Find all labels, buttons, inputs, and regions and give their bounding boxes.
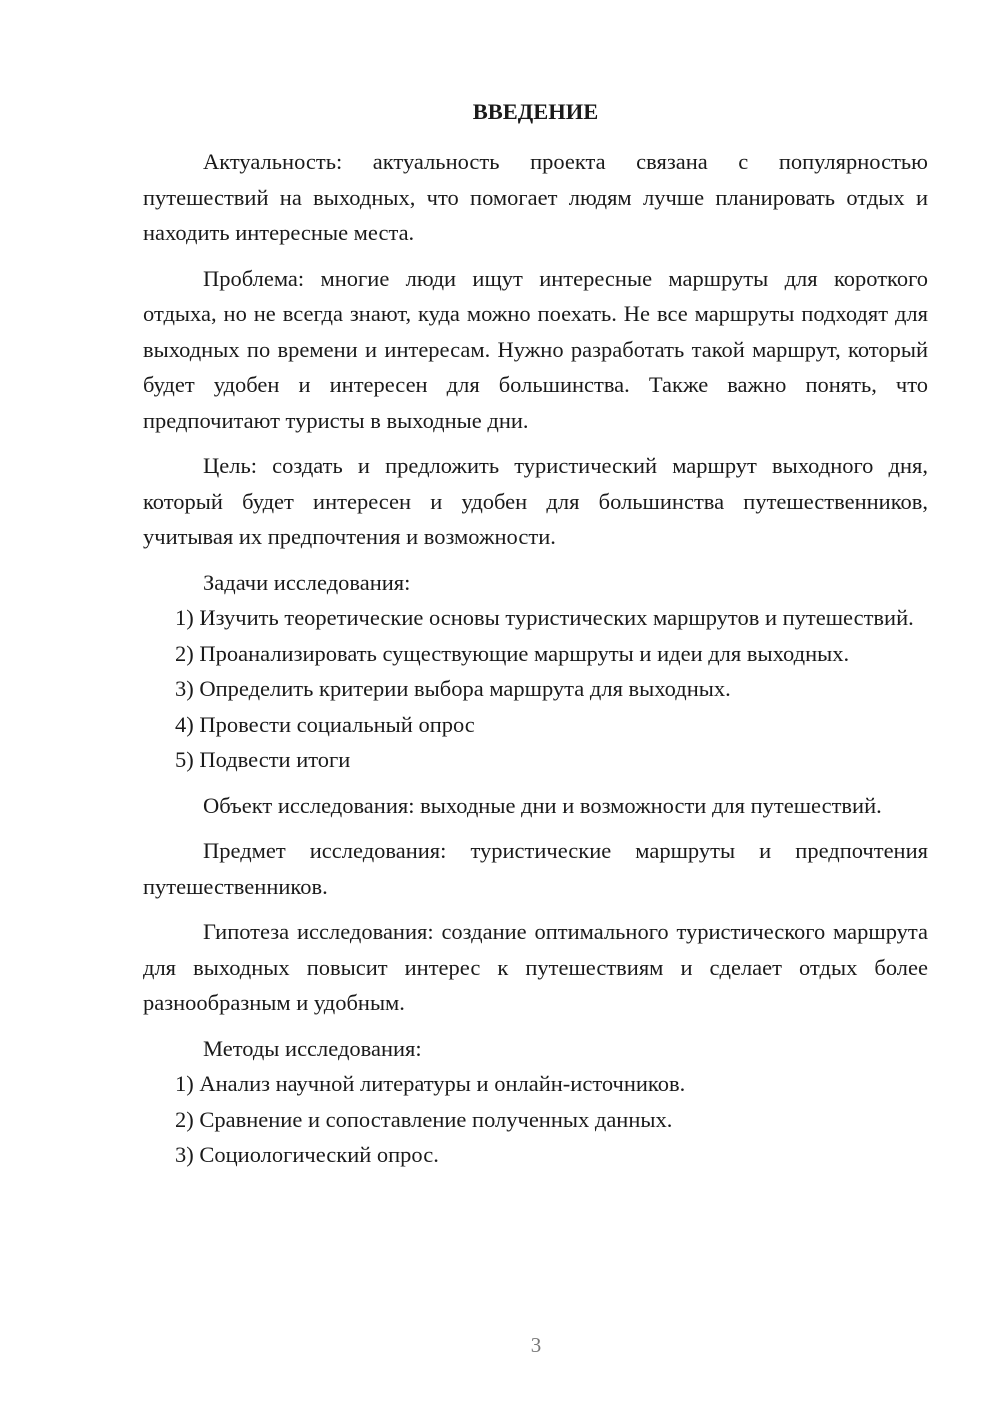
relevance-paragraph: Актуальность: актуальность проекта связана с популярностью путешествий на выходных, что помогает людям лучше планировать отдых и находить интересные места. [143, 149, 928, 245]
problem-paragraph: Проблема: многие люди ищут интересные маршруты для короткого отдыха, но не всегда знают, куда можно поехать. Не все маршруты подходят для выходных по времени и интересам. Нужно разработать такой маршрут, который будет удобен и интересен для большинства. Также важно понять, что предпочитают туристы в выходные дни. [143, 265, 928, 433]
method-item: 2) Сравнение и сопоставление полученных данных. [175, 1106, 673, 1132]
subject-paragraph: Предмет исследования: туристические маршруты и предпочтения путешественников. [143, 838, 928, 899]
object-paragraph: Объект исследования: выходные дни и возможности для путешествий. [203, 792, 882, 818]
task-item: 1) Изучить теоретические основы туристических маршрутов и путешествий. [175, 605, 914, 630]
methods-heading: Методы исследования: [203, 1035, 422, 1061]
goal-paragraph: Цель: создать и предложить туристический маршрут выходного дня, который будет интересен и удобен для большинства путешественников, учитывая их предпочтения и возможности. [143, 453, 928, 549]
page-number: 3 [530, 1333, 542, 1357]
task-item: 3) Определить критерии выбора маршрута для выходных. [175, 676, 731, 701]
task-item: 5) Подвести итоги [175, 747, 351, 772]
method-item: 3) Социологический опрос. [175, 1142, 439, 1167]
page-title: ВВЕДЕНИЕ [472, 99, 599, 124]
page-content [143, 94, 928, 1173]
task-item: 2) Проанализировать существующие маршруты и идеи для выходных. [175, 640, 850, 666]
task-item: 4) Провести социальный опрос [175, 711, 475, 737]
method-item: 1) Анализ научной литературы и онлайн-источников. [175, 1071, 686, 1096]
hypothesis-paragraph: Гипотеза исследования: создание оптимального туристического маршрута для выходных повысит интерес к путешествиям и сделает отдых более разнообразным и удобным. [143, 919, 928, 1015]
tasks-heading: Задачи исследования: [203, 569, 411, 595]
